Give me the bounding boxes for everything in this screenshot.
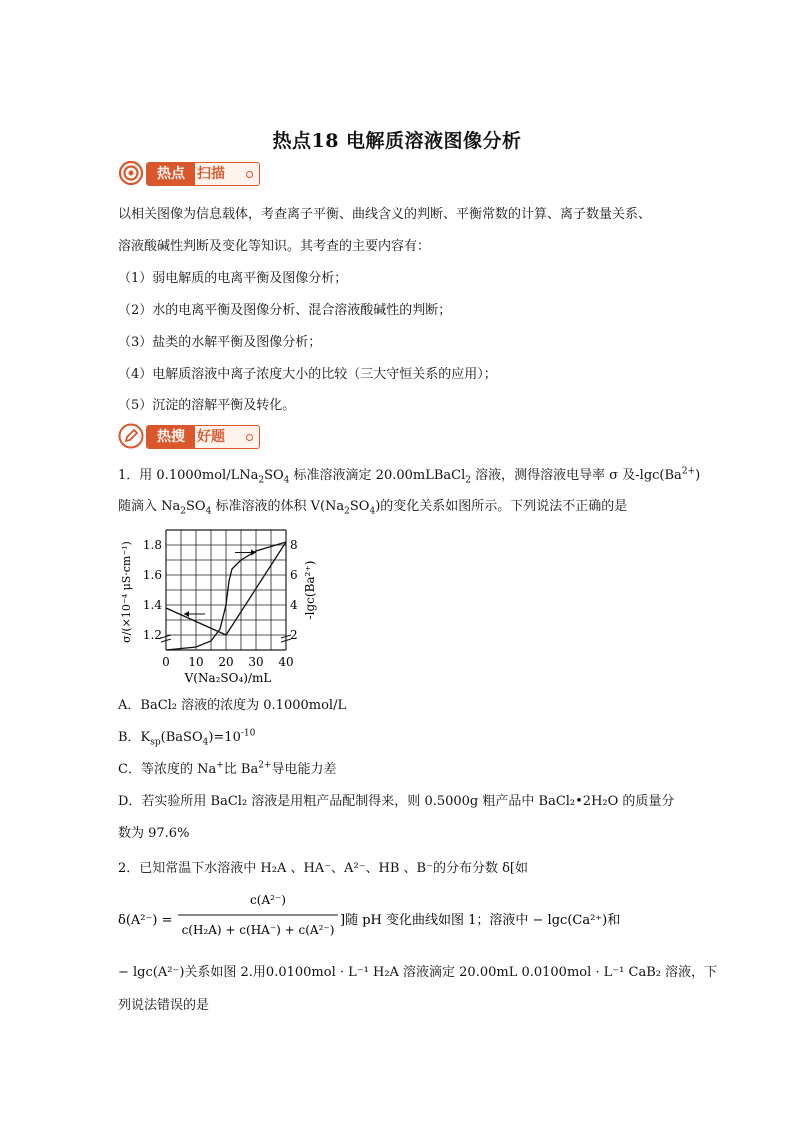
intro-item-5: （5）沉淀的溶解平衡及转化。 [118, 398, 296, 413]
intro-line-2: 溶液酸碱性判断及变化等知识。其考查的主要内容有： [118, 239, 431, 254]
x-tick-label: 0 [162, 655, 170, 669]
q1-option-c [118, 760, 678, 780]
option-b-text: B．K [118, 730, 151, 745]
q1-stem-line-2: 随滴入 $Na_2SO_4$ 标准溶液的体积 $V(Na_2SO_4)$的变化关系如图所示。下列说法不正确的是 [118, 499, 628, 517]
q1-text: 随滴入 Na [118, 499, 181, 514]
option-c-text: C．等浓度的 Na [118, 762, 217, 777]
q1-text: 标准溶液的体积 V(Na [211, 499, 345, 514]
q2-fraction-formula [118, 882, 678, 954]
banner-dark-label: 热搜 [147, 426, 195, 448]
q1-number: 1． [118, 468, 140, 483]
option-c-sup: + [216, 760, 224, 771]
option-c-text: 导电能力差 [271, 762, 337, 777]
q1-text: 溶液，测得溶液电导率 σ 及-lgc(Ba [471, 468, 682, 483]
banner-dot [246, 171, 253, 178]
q1-text: SO [186, 499, 206, 514]
intro-item-4: （4）电解质溶液中离子浓度大小的比较（三大守恒关系的应用）； [118, 367, 497, 382]
chart-grid [161, 530, 291, 650]
q1-text: SO [264, 468, 284, 483]
arrow-head-right [251, 550, 256, 556]
intro-line-1: 以相关图像为信息载体，考查离子平衡、曲线含义的判断、平衡常数的计算、离子数量关系、 [118, 207, 652, 222]
q1-option-a: A．BaCl₂ 溶液的浓度为 0.1000mol/L [118, 698, 347, 713]
q1-text: 用 0.1000mol/LNa [139, 468, 259, 483]
right-y-tick-label: 4 [290, 598, 298, 612]
option-b-text: (BaSO [160, 730, 203, 745]
q1-stem-line-1: 1．用 $0.1000mol/LNa_2SO_4$ 标准溶液滴定 20.00mLBaCl$_2$ 溶液，测得溶液电导率 σ 及$-\lg c(Ba^{2+})$ [118, 466, 701, 486]
left-y-tick-label: 1.8 [142, 538, 162, 552]
left-y-tick-label: 1.6 [142, 568, 162, 582]
left-axis-label: σ/(×10⁻⁴ μS·cm⁻¹) [120, 541, 133, 643]
banner-dark-label: 热点 [147, 163, 195, 185]
left-y-tick-label: 1.4 [142, 598, 162, 612]
conductivity-chart [118, 522, 348, 688]
q1-text: ) [695, 468, 701, 483]
banner-tag [146, 162, 260, 186]
intro-item-3: （3）盐类的水解平衡及图像分析； [118, 335, 322, 350]
fraction-denominator: c(H₂A) + c(HA⁻) + c(A²⁻) [181, 923, 335, 937]
right-axis-label: -lgc(Ba²⁺) [303, 560, 317, 620]
x-tick-label: 30 [248, 655, 264, 669]
option-b-sup: -10 [240, 728, 256, 739]
q1-option-d-line-2: 数为 97.6% [118, 826, 190, 841]
banner-light-label: 扫描 [197, 166, 225, 182]
right-y-tick-label: 6 [290, 568, 298, 582]
q1-option-b [118, 728, 678, 748]
banner-tag [146, 425, 260, 449]
banner-light-label: 好题 [197, 429, 225, 445]
left-y-tick-label: 1.2 [142, 628, 162, 642]
fraction-numerator: c(A²⁻) [250, 893, 286, 907]
option-c-text: 比 Ba [223, 762, 259, 777]
banner-dot [246, 434, 253, 441]
x-axis-label: V(Na₂SO₄)/mL [184, 671, 272, 685]
x-tick-label: 40 [278, 655, 294, 669]
option-c-sup: 2+ [258, 760, 272, 771]
right-y-tick-label: 2 [290, 628, 298, 642]
intro-item-1: （1）弱电解质的电离平衡及图像分析； [118, 271, 348, 286]
option-b-text: )=10 [208, 730, 241, 745]
option-b-sub: 4 [202, 737, 209, 748]
q2-line-3: − lgc(A²⁻)关系如图 2.用0.0100mol · L⁻¹ H₂A 溶液滴定 20.00mL 0.0100mol · L⁻¹ CaB₂ 溶液，下 [118, 965, 718, 980]
q1-text: )的变化关系如图所示。下列说法不正确的是 [375, 499, 628, 514]
page-title: 热点18 电解质溶液图像分析 [272, 130, 522, 152]
x-tick-label: 20 [218, 655, 234, 669]
q1-text: SO [349, 499, 370, 514]
target-icon [118, 160, 144, 186]
delta-lhs: δ(A²⁻) = [118, 913, 173, 928]
intro-item-2: （2）水的电离平衡及图像分析、混合溶液酸碱性的判断； [118, 303, 452, 318]
q2-line-1: 2．已知常温下水溶液中 H₂A 、HA⁻、A²⁻、HB 、B⁻的分布分数 δ[如 [118, 861, 528, 876]
right-y-tick-label: 8 [290, 538, 298, 552]
after-fraction-text: ]随 pH 变化曲线如图 1；溶液中 − lgc(Ca²⁺)和 [340, 913, 621, 928]
x-tick-label: 10 [188, 655, 204, 669]
q1-option-d-line-1: D．若实验所用 BaCl₂ 溶液是用粗产品配制得来，则 0.5000g 粗产品中 BaCl₂•2H₂O 的质量分 [118, 794, 675, 809]
option-b-sub: sp [150, 737, 161, 748]
q2-line-4: 列说法错误的是 [118, 998, 210, 1013]
q1-text: 标准溶液滴定 20.00mLBaCl [289, 468, 466, 483]
pencil-icon [118, 423, 144, 449]
